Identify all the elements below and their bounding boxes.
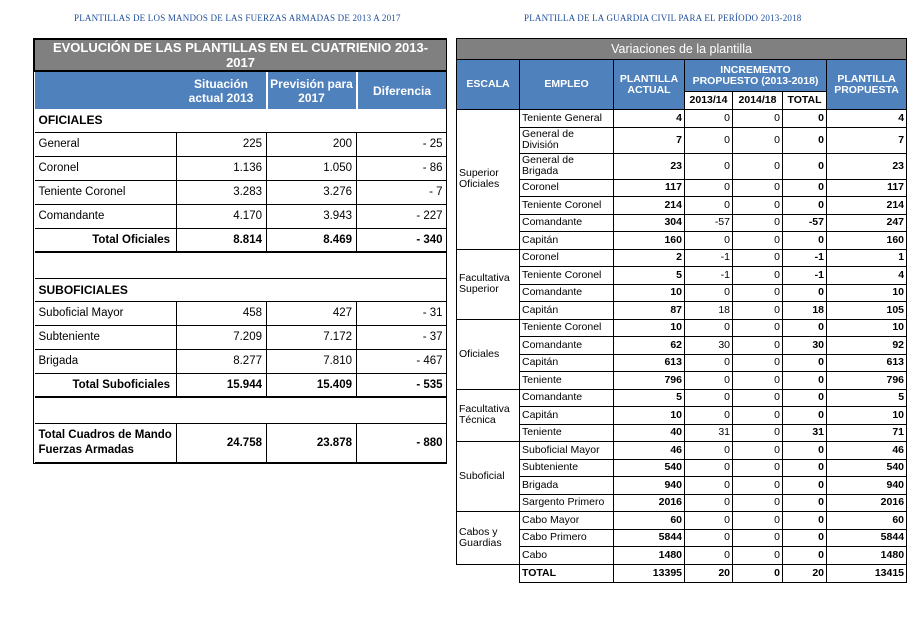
plantilla-actual-cell: 62 (614, 337, 685, 355)
section-oficiales: OFICIALES (35, 109, 447, 132)
table-row (35, 132, 447, 156)
cell-situacion: 1.136 (177, 156, 267, 180)
plantilla-actual-cell: 5 (614, 267, 685, 285)
incremento-2013-14-cell: -1 (685, 249, 733, 267)
incremento-2013-14-cell: 0 (685, 477, 733, 495)
table-row (457, 512, 907, 530)
incremento-2013-14-cell: 0 (685, 197, 733, 215)
cell-prevision: 200 (267, 132, 357, 156)
incremento-total-cell: 30 (783, 337, 827, 355)
empleo-cell: Subteniente (520, 459, 614, 477)
table-row (35, 180, 447, 204)
plantilla-propuesta-cell: 46 (827, 442, 907, 460)
incremento-total-cell: 0 (783, 127, 827, 153)
cell-prevision: 1.050 (267, 156, 357, 180)
table-row (457, 214, 907, 232)
incremento-2014-18-cell: 0 (733, 214, 783, 232)
empleo-cell: Coronel (520, 249, 614, 267)
incremento-2014-18-cell: 0 (733, 407, 783, 425)
incremento-2013-14-cell: 0 (685, 494, 733, 512)
total-label: TOTAL (520, 564, 614, 582)
cell-diferencia: - 31 (357, 301, 447, 325)
escala-cell: Oficiales (457, 319, 520, 389)
incremento-2014-18-cell: 0 (733, 512, 783, 530)
incremento-total-cell: 0 (783, 512, 827, 530)
plantilla-actual-cell: 2016 (614, 494, 685, 512)
empleo-cell: Cabo (520, 547, 614, 565)
plantilla-propuesta-cell: 940 (827, 477, 907, 495)
table-row (457, 424, 907, 442)
table-row (457, 153, 907, 179)
total-oficiales-label: Total Oficiales (35, 228, 177, 252)
plantilla-actual-cell: 160 (614, 232, 685, 250)
incremento-2013-14-cell: 0 (685, 153, 733, 179)
empleo-cell: General de Brigada (520, 153, 614, 179)
plantilla-propuesta-cell: 5844 (827, 529, 907, 547)
section-suboficiales: SUBOFICIALES (35, 278, 447, 301)
table-row (35, 325, 447, 349)
cell-diferencia: - 25 (357, 132, 447, 156)
incremento-2013-14-cell: 0 (685, 547, 733, 565)
header-situacion: Situación actual 2013 (177, 71, 267, 109)
empleo-cell: Cabo Mayor (520, 512, 614, 530)
table-row (457, 284, 907, 302)
table-row (457, 267, 907, 285)
total-blank-cell (457, 564, 520, 582)
escala-cell: Superior Oficiales (457, 110, 520, 250)
incremento-total-cell: 0 (783, 529, 827, 547)
incremento-total-cell: -1 (783, 249, 827, 267)
table-row (457, 494, 907, 512)
row-label: Subteniente (35, 325, 177, 349)
table-row (457, 302, 907, 320)
plantilla-propuesta-cell: 92 (827, 337, 907, 355)
incremento-total-cell: 0 (783, 372, 827, 390)
incremento-2014-18-cell: 0 (733, 494, 783, 512)
empleo-cell: Teniente Coronel (520, 267, 614, 285)
header-incremento: INCREMENTO PROPUESTO (2013-2018) (685, 60, 827, 92)
incremento-2014-18-cell: 0 (733, 547, 783, 565)
empleo-cell: Capitán (520, 354, 614, 372)
empleo-cell: Cabo Primero (520, 529, 614, 547)
plantilla-propuesta-cell: 1 (827, 249, 907, 267)
incremento-total-cell: 0 (783, 179, 827, 197)
incremento-2014-18-cell: 0 (733, 424, 783, 442)
row-label: General (35, 132, 177, 156)
empleo-cell: Teniente General (520, 110, 614, 128)
plantilla-propuesta-cell: 4 (827, 267, 907, 285)
grand-total-label: Total Cuadros de Mando Fuerzas Armadas (35, 423, 177, 463)
plantilla-propuesta-cell: 247 (827, 214, 907, 232)
empleo-cell: Comandante (520, 214, 614, 232)
plantilla-actual-cell: 10 (614, 319, 685, 337)
plantilla-propuesta-cell: 2016 (827, 494, 907, 512)
plantilla-actual-cell: 10 (614, 284, 685, 302)
plantilla-propuesta-cell: 214 (827, 197, 907, 215)
total-oficiales-diferencia: - 340 (357, 228, 447, 252)
plantilla-propuesta-cell: 7 (827, 127, 907, 153)
table-row (457, 547, 907, 565)
incremento-total-cell: 0 (783, 547, 827, 565)
plantilla-actual-cell: 60 (614, 512, 685, 530)
cell-prevision: 7.810 (267, 349, 357, 373)
incremento-2014-18-cell: 0 (733, 337, 783, 355)
total-suboficiales-prevision: 15.409 (267, 373, 357, 397)
total-row (457, 564, 907, 582)
empleo-cell: Comandante (520, 284, 614, 302)
escala-cell: Suboficial (457, 442, 520, 512)
incremento-2013-14-cell: -1 (685, 267, 733, 285)
cell-diferencia: - 7 (357, 180, 447, 204)
cell-prevision: 427 (267, 301, 357, 325)
empleo-cell: Teniente Coronel (520, 197, 614, 215)
spacer-row (35, 252, 447, 278)
empleo-cell: Teniente (520, 372, 614, 390)
incremento-total-cell: 0 (783, 153, 827, 179)
incremento-2014-18-cell: 0 (733, 442, 783, 460)
plantilla-propuesta-cell: 5 (827, 389, 907, 407)
cell-situacion: 8.277 (177, 349, 267, 373)
header-2013-14: 2013/14 (685, 92, 733, 110)
plantilla-propuesta-cell: 160 (827, 232, 907, 250)
header-diferencia: Diferencia (357, 71, 447, 109)
incremento-total-cell: 0 (783, 284, 827, 302)
table-row (457, 319, 907, 337)
plantilla-actual-cell: 87 (614, 302, 685, 320)
plantilla-propuesta-cell: 4 (827, 110, 907, 128)
plantilla-actual-cell: 796 (614, 372, 685, 390)
table-row (457, 477, 907, 495)
cell-situacion: 4.170 (177, 204, 267, 228)
incremento-total-cell: 0 (783, 110, 827, 128)
incremento-2013-14-cell: 0 (685, 512, 733, 530)
incremento-2013-14-cell: 0 (685, 389, 733, 407)
row-label: Comandante (35, 204, 177, 228)
plantilla-actual-cell: 117 (614, 179, 685, 197)
incremento-total-cell: 0 (783, 494, 827, 512)
spacer-row (35, 397, 447, 423)
incremento-2013-14-cell: 0 (685, 110, 733, 128)
escala-cell: Cabos y Guardias (457, 512, 520, 565)
incremento-total-cell: 0 (783, 477, 827, 495)
right-table-title: Variaciones de la plantilla (457, 39, 907, 60)
cell-diferencia: - 227 (357, 204, 447, 228)
incremento-total-cell: 31 (783, 424, 827, 442)
incremento-2013-14-cell: 0 (685, 319, 733, 337)
header-plantilla-propuesta: PLANTILLA PROPUESTA (827, 60, 907, 110)
incremento-2013-14-cell: 0 (685, 442, 733, 460)
header-total: TOTAL (783, 92, 827, 110)
grand-total-row (35, 423, 447, 463)
plantilla-propuesta-cell: 60 (827, 512, 907, 530)
incremento-total-cell: 0 (783, 319, 827, 337)
incremento-2014-18-cell: 0 (733, 153, 783, 179)
total-suboficiales-situacion: 15.944 (177, 373, 267, 397)
total-row (35, 373, 447, 397)
incremento-2013-14-cell: 18 (685, 302, 733, 320)
row-label: Teniente Coronel (35, 180, 177, 204)
incremento-2013-14-cell: 0 (685, 354, 733, 372)
table-row (35, 156, 447, 180)
header-prevision: Previsión para 2017 (267, 71, 357, 109)
cell-prevision: 7.172 (267, 325, 357, 349)
plantilla-propuesta-cell: 117 (827, 179, 907, 197)
incremento-2014-18-cell: 0 (733, 302, 783, 320)
plantilla-actual-cell: 46 (614, 442, 685, 460)
plantilla-actual-cell: 540 (614, 459, 685, 477)
incremento-2013-14-cell: 0 (685, 372, 733, 390)
left-table-title: EVOLUCIÓN DE LAS PLANTILLAS EN EL CUATRIENIO 2013-2017 (35, 40, 447, 72)
total-suboficiales-label: Total Suboficiales (35, 373, 177, 397)
incremento-2013-14-cell: -57 (685, 214, 733, 232)
incremento-2014-18-cell: 0 (733, 110, 783, 128)
plantilla-actual-cell: 304 (614, 214, 685, 232)
grand-total-prevision: 23.878 (267, 423, 357, 463)
plantilla-actual-cell: 214 (614, 197, 685, 215)
row-label: Suboficial Mayor (35, 301, 177, 325)
incremento-2014-18-cell: 0 (733, 267, 783, 285)
plantilla-actual-cell: 40 (614, 424, 685, 442)
cell-prevision: 3.276 (267, 180, 357, 204)
incremento-2013-14-cell: 0 (685, 127, 733, 153)
plantilla-propuesta-cell: 71 (827, 424, 907, 442)
table-row (457, 179, 907, 197)
plantilla-propuesta-cell: 10 (827, 407, 907, 425)
cell-situacion: 3.283 (177, 180, 267, 204)
plantilla-actual-cell: 10 (614, 407, 685, 425)
incremento-2014-18-cell: 0 (733, 284, 783, 302)
incremento-2014-18-cell: 0 (733, 127, 783, 153)
total-oficiales-prevision: 8.469 (267, 228, 357, 252)
table-row (457, 337, 907, 355)
table-row (35, 301, 447, 325)
table-row (457, 442, 907, 460)
header-empleo: EMPLEO (520, 60, 614, 110)
empleo-cell: Sargento Primero (520, 494, 614, 512)
table-row (457, 110, 907, 128)
cell-diferencia: - 467 (357, 349, 447, 373)
incremento-2014-18-cell: 0 (733, 249, 783, 267)
table-row (457, 389, 907, 407)
empleo-cell: Suboficial Mayor (520, 442, 614, 460)
empleo-cell: Comandante (520, 337, 614, 355)
row-label: Brigada (35, 349, 177, 373)
escala-cell: Facultativa Técnica (457, 389, 520, 442)
incremento-total-cell: -57 (783, 214, 827, 232)
fuerzas-armadas-table (34, 39, 447, 464)
plantilla-propuesta-cell: 23 (827, 153, 907, 179)
header-plantilla-actual: PLANTILLA ACTUAL (614, 60, 685, 110)
empleo-cell: Teniente Coronel (520, 319, 614, 337)
cell-diferencia: - 37 (357, 325, 447, 349)
cell-prevision: 3.943 (267, 204, 357, 228)
incremento-2014-18-cell: 0 (733, 197, 783, 215)
incremento-total-cell: 0 (783, 407, 827, 425)
plantilla-actual-cell: 940 (614, 477, 685, 495)
incremento-2013-14-cell: 0 (685, 529, 733, 547)
plantilla-propuesta-cell: 540 (827, 459, 907, 477)
incremento-2014-18-cell: 0 (733, 179, 783, 197)
escala-cell: Facultativa Superior (457, 249, 520, 319)
incremento-2014-18-cell: 0 (733, 232, 783, 250)
table-row (457, 354, 907, 372)
row-label: Coronel (35, 156, 177, 180)
incremento-2013-14-cell: 30 (685, 337, 733, 355)
plantilla-propuesta-cell: 796 (827, 372, 907, 390)
incremento-2013-14-cell: 0 (685, 179, 733, 197)
incremento-2014-18-cell: 0 (733, 477, 783, 495)
table-row (457, 232, 907, 250)
table-row (35, 204, 447, 228)
total-incremento: 20 (783, 564, 827, 582)
plantilla-propuesta-cell: 10 (827, 284, 907, 302)
table-row (457, 407, 907, 425)
incremento-2014-18-cell: 0 (733, 529, 783, 547)
total-row (35, 228, 447, 252)
incremento-2014-18-cell: 0 (733, 372, 783, 390)
total-plantilla-actual: 13395 (614, 564, 685, 582)
plantilla-actual-cell: 7 (614, 127, 685, 153)
header-2014-18: 2014/18 (733, 92, 783, 110)
cell-situacion: 225 (177, 132, 267, 156)
plantilla-actual-cell: 23 (614, 153, 685, 179)
total-oficiales-situacion: 8.814 (177, 228, 267, 252)
incremento-2014-18-cell: 0 (733, 389, 783, 407)
plantilla-propuesta-cell: 1480 (827, 547, 907, 565)
incremento-2013-14-cell: 0 (685, 407, 733, 425)
plantilla-actual-cell: 1480 (614, 547, 685, 565)
plantilla-actual-cell: 5844 (614, 529, 685, 547)
empleo-cell: General de División (520, 127, 614, 153)
cell-diferencia: - 86 (357, 156, 447, 180)
total-plantilla-propuesta: 13415 (827, 564, 907, 582)
left-caption: PLANTILLAS DE LOS MANDOS DE LAS FUERZAS ARMADAS DE 2013 A 2017 (74, 13, 401, 23)
grand-total-situacion: 24.758 (177, 423, 267, 463)
incremento-total-cell: 0 (783, 232, 827, 250)
incremento-2013-14-cell: 0 (685, 232, 733, 250)
plantilla-propuesta-cell: 105 (827, 302, 907, 320)
incremento-total-cell: 0 (783, 442, 827, 460)
empleo-cell: Teniente (520, 424, 614, 442)
incremento-2014-18-cell: 0 (733, 354, 783, 372)
incremento-total-cell: 0 (783, 197, 827, 215)
header-escala: ESCALA (457, 60, 520, 110)
empleo-cell: Brigada (520, 477, 614, 495)
plantilla-actual-cell: 5 (614, 389, 685, 407)
empleo-cell: Coronel (520, 179, 614, 197)
table-row (457, 127, 907, 153)
plantilla-actual-cell: 2 (614, 249, 685, 267)
table-row (35, 349, 447, 373)
total-2013-14: 20 (685, 564, 733, 582)
table-row (457, 372, 907, 390)
incremento-2013-14-cell: 31 (685, 424, 733, 442)
empleo-cell: Capitán (520, 407, 614, 425)
guardia-civil-table (456, 38, 907, 583)
grand-total-diferencia: - 880 (357, 423, 447, 463)
left-header-blank (35, 71, 177, 109)
table-row (457, 459, 907, 477)
incremento-total-cell: 0 (783, 354, 827, 372)
table-row (457, 197, 907, 215)
empleo-cell: Comandante (520, 389, 614, 407)
plantilla-propuesta-cell: 10 (827, 319, 907, 337)
empleo-cell: Capitán (520, 232, 614, 250)
incremento-total-cell: -1 (783, 267, 827, 285)
cell-situacion: 458 (177, 301, 267, 325)
incremento-total-cell: 0 (783, 459, 827, 477)
right-caption: PLANTILLA DE LA GUARDIA CIVIL PARA EL PERÍODO 2013-2018 (524, 13, 802, 23)
plantilla-propuesta-cell: 613 (827, 354, 907, 372)
right-table-body (457, 110, 907, 583)
cell-situacion: 7.209 (177, 325, 267, 349)
incremento-2014-18-cell: 0 (733, 319, 783, 337)
total-suboficiales-diferencia: - 535 (357, 373, 447, 397)
total-2014-18: 0 (733, 564, 783, 582)
incremento-2014-18-cell: 0 (733, 459, 783, 477)
table-row (457, 249, 907, 267)
table-row (457, 529, 907, 547)
incremento-2013-14-cell: 0 (685, 284, 733, 302)
empleo-cell: Capitán (520, 302, 614, 320)
incremento-total-cell: 18 (783, 302, 827, 320)
plantilla-actual-cell: 4 (614, 110, 685, 128)
plantilla-actual-cell: 613 (614, 354, 685, 372)
incremento-total-cell: 0 (783, 389, 827, 407)
incremento-2013-14-cell: 0 (685, 459, 733, 477)
